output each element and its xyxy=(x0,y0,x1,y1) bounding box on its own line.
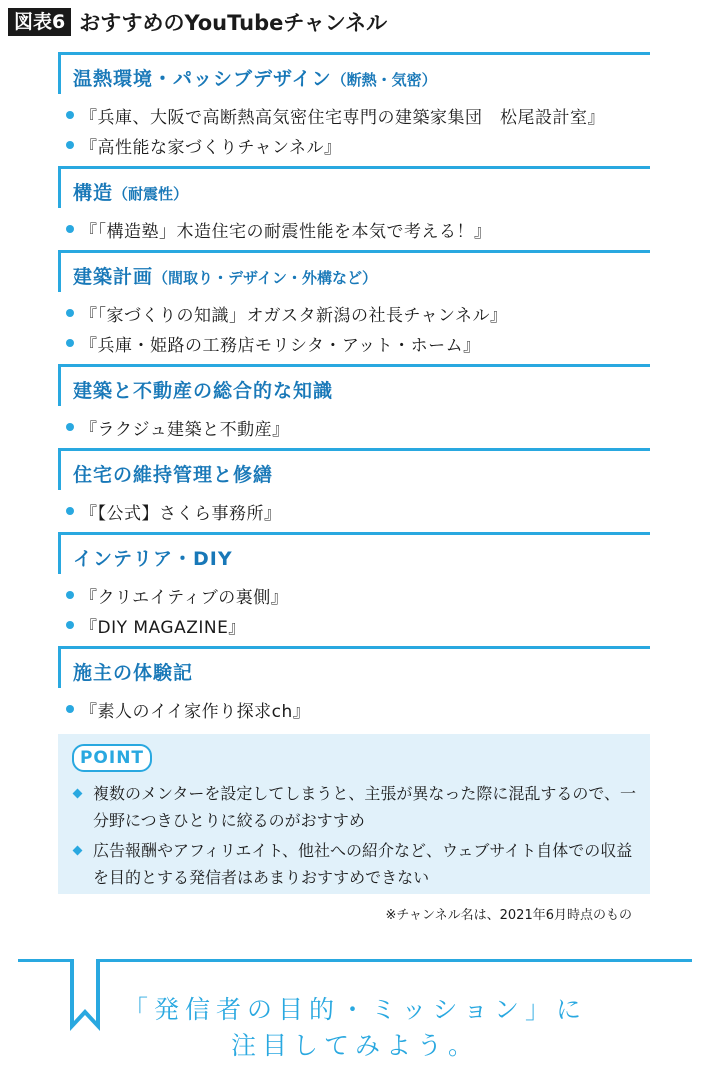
section-heading xyxy=(58,448,650,490)
list-item xyxy=(66,496,650,526)
point-item xyxy=(72,837,638,891)
list-item xyxy=(66,412,650,442)
point-text: 複数のメンターを設定してしまうと、主張が異なった際に混乱するので、一分野につきひとりに絞るのがおすすめ xyxy=(93,784,637,830)
bullet-icon xyxy=(66,309,74,317)
channel-name: 『【公式】さくら事務所』 xyxy=(80,503,282,524)
bullet-icon xyxy=(66,141,74,149)
channel-name: 『DIY MAGAZINE』 xyxy=(80,617,246,638)
footnote: ※チャンネル名は、2021年6月時点のもの xyxy=(385,908,632,923)
channel-name: 『「構造塾」木造住宅の耐震性能を本気で考える！』 xyxy=(80,221,492,242)
list-item xyxy=(66,130,650,160)
bullet-icon xyxy=(66,339,74,347)
section-thermal xyxy=(58,52,650,166)
list-item xyxy=(66,100,650,130)
divider xyxy=(18,959,692,962)
bullet-icon xyxy=(66,111,74,119)
section-maintenance xyxy=(58,448,650,532)
diamond-bullet-icon xyxy=(73,789,83,799)
section-real-estate xyxy=(58,364,650,448)
point-box xyxy=(58,734,650,894)
closing-message-line-1: 「発信者の目的・ミッション」に xyxy=(122,995,587,1024)
section-title: 構造 xyxy=(73,182,114,204)
point-badge: POINT xyxy=(72,744,152,772)
channel-list xyxy=(58,490,650,532)
closing-message xyxy=(0,992,710,1064)
list-item xyxy=(66,298,650,328)
section-heading xyxy=(58,52,650,94)
channel-list xyxy=(58,406,650,448)
bullet-icon xyxy=(66,225,74,233)
section-title: 建築と不動産の総合的な知識 xyxy=(73,380,334,402)
section-heading xyxy=(58,250,650,292)
section-title: 施主の体験記 xyxy=(73,662,194,684)
channel-name: 『「家づくりの知識」オガスタ新潟の社長チャンネル』 xyxy=(80,305,508,326)
bullet-icon xyxy=(66,507,74,515)
figure-title: おすすめのYouTubeチャンネル xyxy=(79,11,388,35)
bullet-icon xyxy=(66,621,74,629)
bullet-icon xyxy=(66,705,74,713)
channel-list xyxy=(58,688,650,730)
channel-name: 『ラクジュ建築と不動産』 xyxy=(80,419,290,440)
list-item xyxy=(66,328,650,358)
channel-list xyxy=(58,292,650,364)
section-title: インテリア・DIY xyxy=(73,548,233,570)
point-text: 広告報酬やアフィリエイト、他社への紹介など、ウェブサイト自体での収益を目的とする発信者はあまりおすすめできない xyxy=(93,841,633,887)
point-list xyxy=(72,780,638,894)
section-heading xyxy=(58,166,650,208)
closing-message-line-2: 注目してみよう。 xyxy=(230,1031,479,1060)
channel-name: 『クリエイティブの裏側』 xyxy=(80,587,289,608)
channel-list xyxy=(58,94,650,166)
section-structure xyxy=(58,166,650,250)
section-planning xyxy=(58,250,650,364)
section-subtitle: （間取り・デザイン・外構など） xyxy=(153,269,377,287)
section-owner-stories xyxy=(58,646,650,730)
channel-list xyxy=(58,208,650,250)
channel-name: 『素人のイイ家作り探求ch』 xyxy=(80,701,311,722)
channel-name: 『兵庫・姫路の工務店モリシタ・アット・ホーム』 xyxy=(80,335,481,356)
section-subtitle: （耐震性） xyxy=(113,185,189,203)
channel-sections xyxy=(58,52,650,730)
figure-label: 図表6 xyxy=(8,8,71,36)
channel-name: 『高性能な家づくりチャンネル』 xyxy=(80,137,342,158)
list-item xyxy=(66,610,650,640)
list-item xyxy=(66,694,650,724)
point-item xyxy=(72,780,638,834)
section-interior-diy xyxy=(58,532,650,646)
section-title: 住宅の維持管理と修繕 xyxy=(73,464,274,486)
section-heading xyxy=(58,364,650,406)
list-item xyxy=(66,580,650,610)
channel-name: 『兵庫、大阪で高断熱高気密住宅専門の建築家集団 松尾設計室』 xyxy=(80,107,605,128)
bullet-icon xyxy=(66,591,74,599)
section-heading xyxy=(58,532,650,574)
bullet-icon xyxy=(66,423,74,431)
section-heading xyxy=(58,646,650,688)
diamond-bullet-icon xyxy=(73,846,83,856)
figure-header xyxy=(8,8,387,36)
section-title: 建築計画 xyxy=(73,266,154,288)
channel-list xyxy=(58,574,650,646)
section-subtitle: （断熱・気密） xyxy=(331,71,437,89)
section-title: 温熱環境・パッシブデザイン xyxy=(73,68,332,90)
list-item xyxy=(66,214,650,244)
